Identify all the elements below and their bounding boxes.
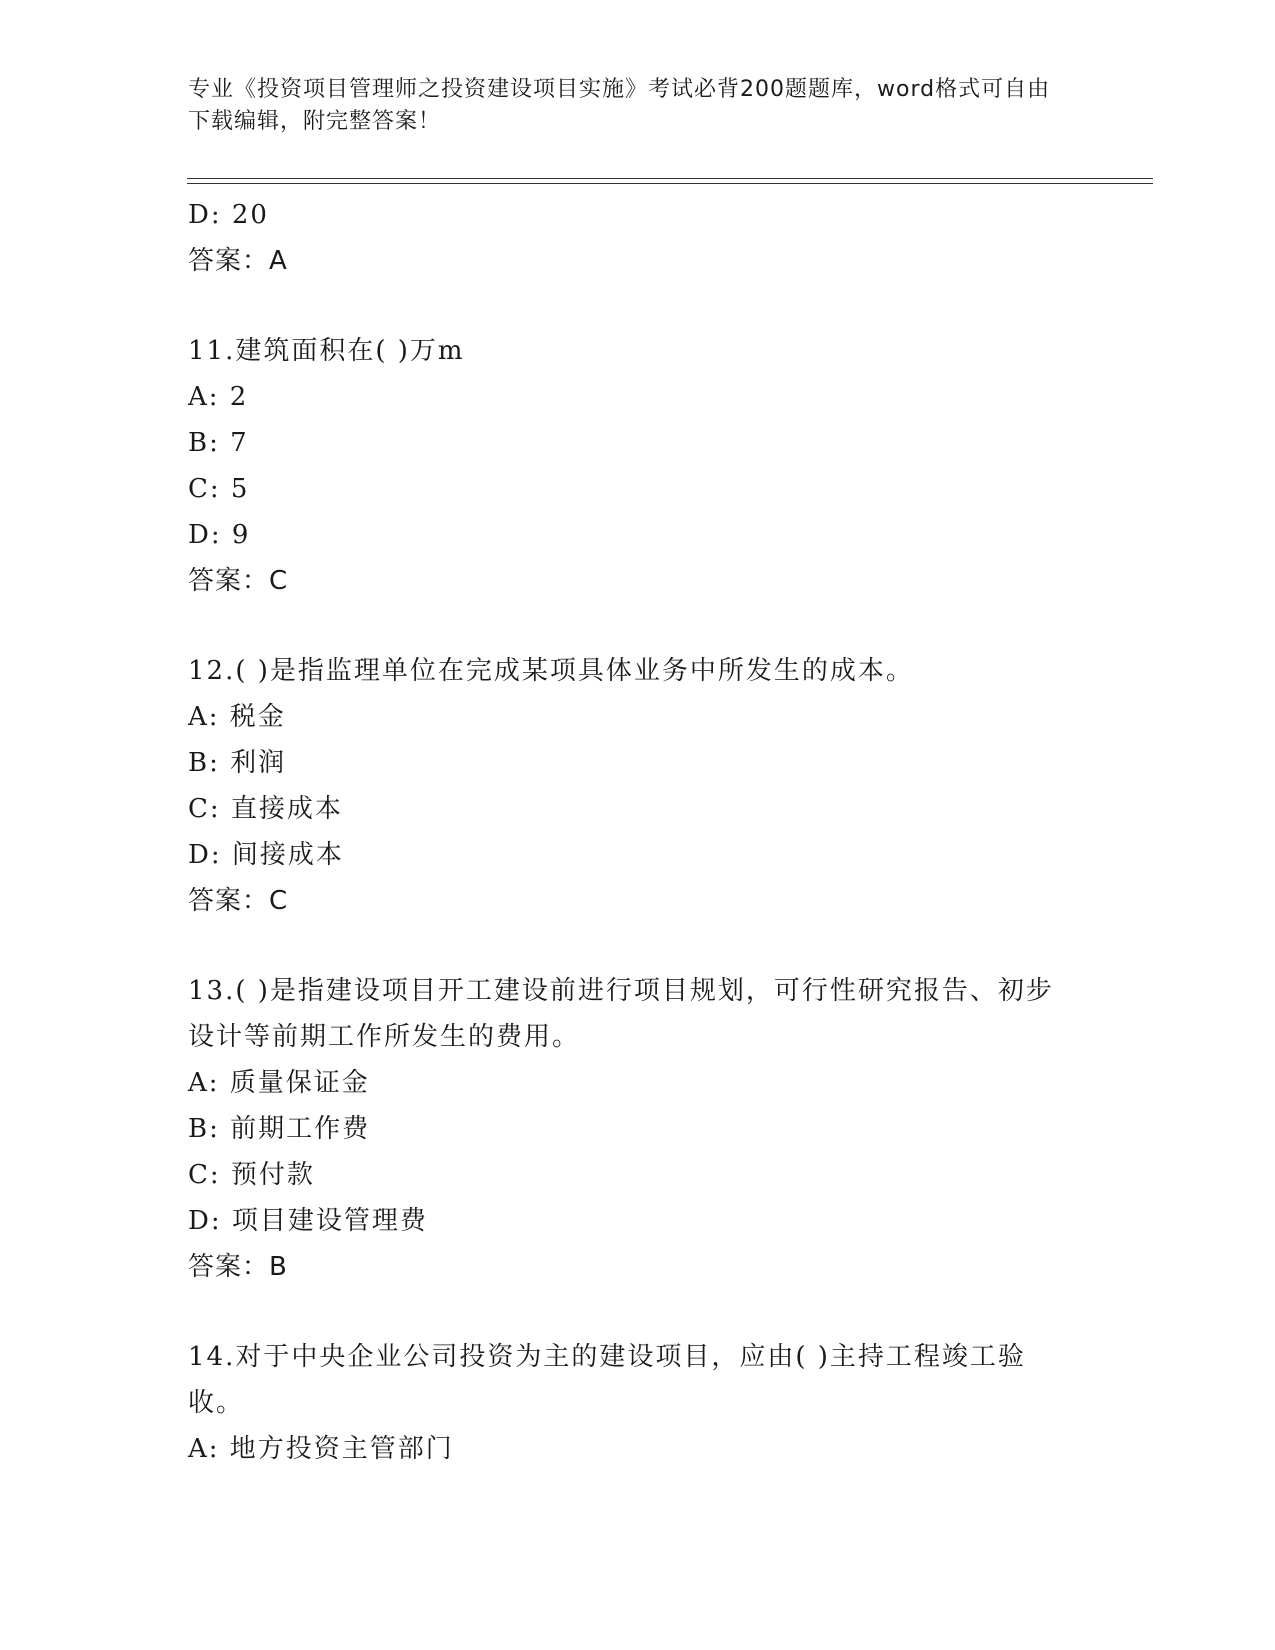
- header-divider-top: [187, 178, 1153, 179]
- question-stem: 14.对于中央企业公司投资为主的建设项目，应由( )主持工程竣工验收。: [188, 1342, 1026, 1418]
- option-d: D: 20: [188, 200, 269, 230]
- header-divider-bottom: [187, 183, 1153, 184]
- answer-line: 答案：A: [188, 246, 288, 276]
- question-13: [188, 968, 1088, 1290]
- option-a: A: 质量保证金: [188, 1068, 370, 1098]
- option-a: A: 2: [188, 382, 249, 412]
- answer-line: 答案：B: [188, 1252, 288, 1282]
- option-a: A: 地方投资主管部门: [188, 1434, 454, 1464]
- option-d: D: 间接成本: [188, 840, 344, 870]
- question-11: [188, 328, 1088, 604]
- answer-line: 答案：C: [188, 886, 289, 916]
- question-14: [188, 1334, 1088, 1472]
- option-b: B: 前期工作费: [188, 1114, 371, 1144]
- question-12: [188, 648, 1088, 924]
- option-a: A: 税金: [188, 702, 286, 732]
- option-d: D: 项目建设管理费: [188, 1206, 428, 1236]
- question-stem: 11.建筑面积在( )万m: [188, 336, 465, 366]
- option-c: C: 5: [188, 474, 250, 504]
- question-list: [188, 192, 1088, 1472]
- option-c: C: 预付款: [188, 1160, 315, 1190]
- option-b: B: 7: [188, 428, 249, 458]
- document-header: 专业《投资项目管理师之投资建设项目实施》考试必背200题题库，word格式可自由下载编辑，附完整答案！: [188, 77, 1051, 134]
- option-b: B: 利润: [188, 748, 287, 778]
- option-c: C: 直接成本: [188, 794, 343, 824]
- question-stem: 13.( )是指建设项目开工建设前进行项目规划，可行性研究报告、初步设计等前期工作所发生的费用。: [188, 976, 1054, 1052]
- answer-line: 答案：C: [188, 566, 289, 596]
- option-d: D: 9: [188, 520, 251, 550]
- question-stem: 12.( )是指监理单位在完成某项具体业务中所发生的成本。: [188, 656, 914, 686]
